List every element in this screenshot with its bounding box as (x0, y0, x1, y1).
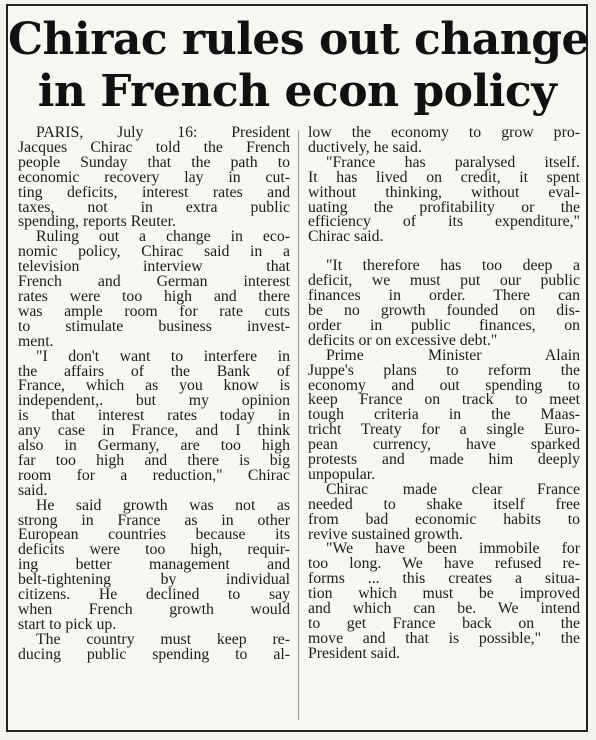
article-text-line: Chirac made clear France (326, 480, 580, 498)
article-text-line: The country must keep re- (36, 630, 290, 648)
article-text-line: tricht Treaty for a single Euro- (308, 421, 580, 439)
article-text-line: efficiency of its expenditure," (308, 213, 580, 231)
article-text-line: "It therefore has too deep a (326, 257, 580, 275)
article-text-line: European countries because its (18, 526, 290, 544)
newspaper-clipping (6, 4, 588, 732)
article-text-line: television interview that (18, 258, 290, 276)
article-text-line: room for a reduction," Chirac (18, 466, 290, 484)
article-text-line: the affairs of the Bank of (18, 362, 290, 380)
article-text-line: when French growth would (18, 601, 290, 618)
article-text-line: strong in France as in other (18, 511, 290, 529)
headline-line-1: Chirac rules out change (8, 14, 590, 65)
article-text-line: ducing public spending to al- (18, 645, 290, 663)
article-text-line: ing better management and (18, 556, 290, 574)
article-text-line: ductively, he said. (308, 138, 422, 156)
article-text-line: finances in order. There can (308, 287, 580, 305)
article-text-line: deficits or on excessive debt." (308, 331, 498, 349)
article-text-line: forms ... this creates a situa- (308, 570, 580, 588)
article-text-line: move and that is possible," the (308, 629, 580, 647)
article-text-line: order in public finances, on (308, 316, 580, 334)
article-text-line: He said growth was not as (36, 496, 290, 514)
article-text-line: also in Germany, are too high (18, 437, 290, 455)
article-text-line: President said. (308, 644, 401, 662)
article-text-line: Juppe's plans to reform the (308, 361, 580, 379)
article-text-line: taxes, not in extra public (18, 198, 290, 216)
article-text-line: belt-tightening by individual (18, 571, 290, 589)
article-text-line: PARIS, July 16: President (36, 124, 290, 141)
article-text-line: "I don't want to interfere in (36, 347, 290, 365)
article-text-line: start to pick up. (18, 615, 117, 633)
article-text-line: and which can be. We intend (308, 600, 580, 618)
article-text-line: uating the profitability or the (308, 198, 580, 216)
article-text-line: revive sustained growth. (308, 525, 463, 543)
article-text-line: needed to shake itself free (308, 495, 580, 513)
article-text-line: low the economy to grow pro- (308, 124, 580, 141)
article-text-line: deficits were too high, requir- (18, 541, 290, 559)
article-column-left (18, 126, 290, 663)
article-text-line: "France has paralysed itself. (326, 153, 580, 171)
article-text-line: pean currency, have sparked (308, 436, 580, 454)
article-text-line: ting deficits, interest rates and (18, 183, 290, 201)
article-text-line: tough criteria in the Maas- (308, 406, 580, 424)
article-text-line: economy and out spending to (308, 376, 580, 394)
article-text-line: nomic policy, Chirac said in a (18, 243, 290, 261)
column-divider (298, 130, 299, 720)
headline (8, 14, 590, 118)
article-text-line: Prime Minister Alain (326, 346, 580, 364)
article-text-line: Chirac said. (308, 228, 384, 246)
article-text-line: spending, reports Reuter. (18, 213, 176, 231)
article-text-line: Ruling out a change in eco- (36, 228, 290, 246)
article-text-line: ment. (18, 332, 54, 350)
article-text-line: to get France back on the (308, 615, 580, 632)
article-text-line: independent,. but my opinion (18, 392, 290, 410)
article-text-line: economic recovery lay in cut- (18, 168, 290, 186)
article-text-line: unpopular. (308, 465, 376, 483)
article-text-line: people Sunday that the path to (18, 153, 290, 171)
article-text-line: French and German interest (18, 273, 290, 291)
article-text-line: was ample room for rate cuts (18, 302, 290, 320)
article-text-line: France, which as you know is (18, 377, 290, 395)
article-text-line: be no growth founded on dis- (308, 301, 580, 319)
article-text-line: It has lived on credit, it spent (308, 168, 580, 186)
article-text-line: protests and made him deeply (308, 451, 580, 469)
article-text-line: without thinking, without eval- (308, 183, 580, 201)
headline-line-2: in French econ policy (37, 66, 557, 117)
article-text-line: is that interest rates today in (18, 407, 290, 425)
article-text-line: said. (18, 481, 48, 499)
article-text-line: from bad economic habits to (308, 510, 580, 528)
article-text-line: keep France on track to meet (308, 391, 580, 409)
article-text-line: tion which must be improved (308, 585, 580, 603)
article-text-line: to stimulate business invest- (18, 317, 290, 335)
article-text-line: far too high and there is big (18, 451, 290, 469)
article-text-line: too long. We have refused re- (308, 555, 580, 573)
article-text-line: deficit, we must put our public (308, 272, 580, 290)
article-text-line: "We have been immobile for (326, 540, 580, 558)
article-text-line: any case in France, and I think (18, 422, 290, 440)
article-text-line: Jacques Chirac told the French (18, 138, 290, 156)
article-text-line: rates were too high and there (18, 287, 290, 305)
article-text-line: citizens. He declined to say (18, 586, 290, 604)
article-column-right (308, 126, 580, 662)
